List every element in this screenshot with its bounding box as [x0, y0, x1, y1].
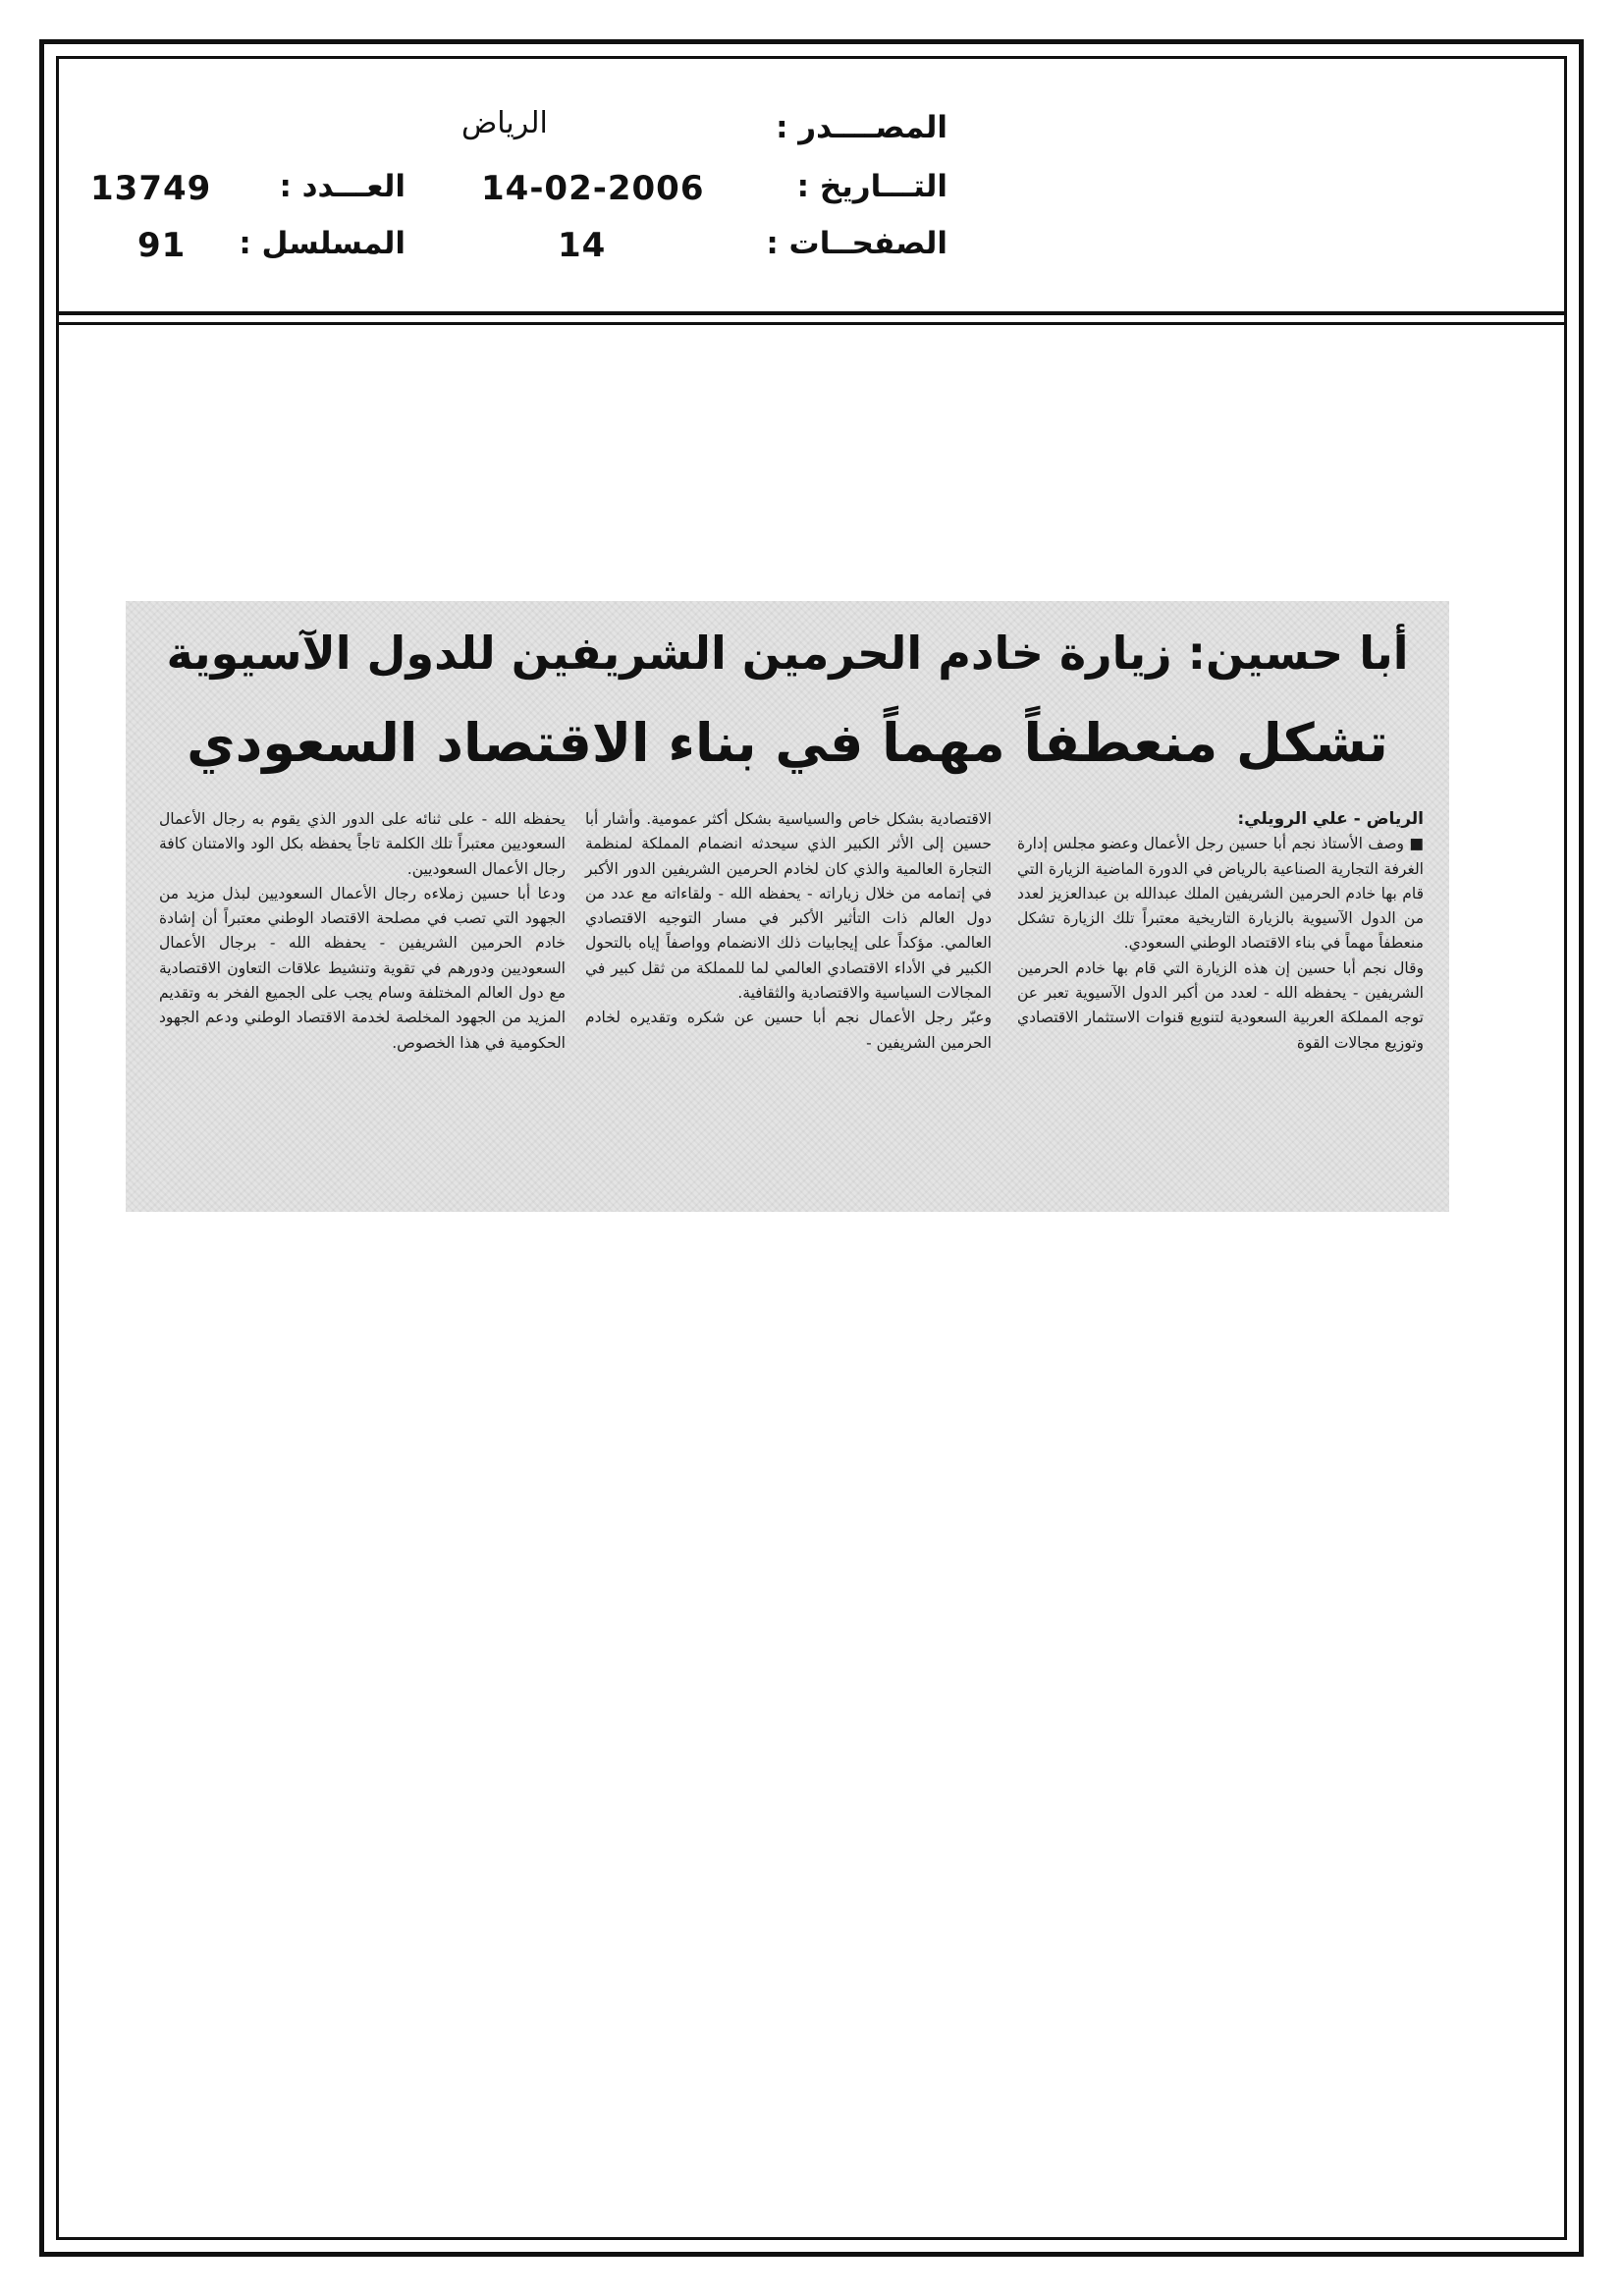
paragraph: وعبّر رجل الأعمال نجم أبا حسين عن شكره وتقديره لخادم الحرمين الشريفين -: [585, 1009, 992, 1052]
headline-line-1: أبا حسين: زيارة خادم الحرمين الشريفين للدول الآسيوية: [166, 627, 1409, 680]
pages-label: الصفحــات :: [766, 226, 947, 261]
headline-line-2: تشكل منعطفاً مهماً في بناء الاقتصاد السعودي: [187, 712, 1388, 774]
article-column-3: [159, 807, 566, 1056]
issue-value: 13749: [90, 169, 212, 208]
paragraph: الاقتصادية بشكل خاص والسياسية بشكل أكثر عمومية. وأشار أبا حسين إلى الأثر الكبير الذي سيحدثه انضمام المملكة لمنظمة التجارة العالمية والذي كان لخادم الحرمين الشريفين الدور الأكبر في إتمامه من خلال زياراته - يحفظه الله - ولقاءاته مع عدد من دول العالم ذات التأثير الأكبر في مسار التوجيه الاقتصادي العالمي. مؤكداً على إيجابيات ذلك الانضمام وواصفاً إياه بالتحول الكبير في الأداء الاقتصادي العالمي لما للمملكة من ثقل كبير في المجالات السياسية والاقتصادية والثقافية.: [585, 810, 992, 1003]
article-column-1: [1017, 807, 1424, 1056]
paragraph: يحفظه الله - على ثنائه على الدور الذي يقوم به رجال الأعمال السعوديين معتبراً تلك الكلمة تاجاً يحفظه بكل الود والامتنان كافة رجال الأعمال السعوديين.: [159, 810, 566, 878]
newspaper-clipping: [126, 601, 1449, 1212]
serial-label: المسلسل :: [239, 226, 406, 261]
date-label: التـــاريخ :: [796, 169, 947, 204]
issue-label: العـــدد :: [279, 169, 406, 204]
paragraph: ودعا أبا حسين زملاءه رجال الأعمال السعوديين لبذل مزيد من الجهود التي تصب في مصلحة الاقتصاد الوطني معتبراً أن إشادة خادم الحرمين الشريفين - يحفظه الله - برجال الأعمال السعوديين ودورهم في تقوية وتنشيط علاقات التعاون الاقتصادية مع دول العالم المختلفة وسام يجب على الجميع الفخر به وتقديم المزيد من الجهود المخلصة لخدمة الاقتصاد الوطني ودعم الجهود الحكومية في هذا الخصوص.: [159, 884, 566, 1052]
source-label: المصــــدر :: [776, 110, 947, 145]
header-divider-top: [56, 311, 1567, 315]
date-value: 14-02-2006: [481, 169, 705, 208]
byline: الرياض - علي الرويلي:: [1237, 809, 1424, 829]
paragraph: ■ وصف الأستاذ نجم أبا حسين رجل الأعمال وعضو مجلس إدارة الغرفة التجارية الصناعية بالرياض في الدورة الماضية الزيارة التي قام بها خادم الحرمين الشريفين الملك عبدالله بن عبدالعزيز لعدد من الدول الآسيوية بالزيارة التاريخية معتبراً تلك الزيارة تشكل منعطفاً مهماً في بناء الاقتصاد الوطني السعودي.: [1017, 835, 1424, 953]
pages-value: 14: [558, 226, 607, 265]
serial-value: 91: [137, 226, 187, 265]
paragraph: وقال نجم أبا حسين إن هذه الزيارة التي قام بها خادم الحرمين الشريفين - يحفظه الله - لعدد من أكبر الدول الآسيوية تعبر عن توجه المملكة العربية السعودية لتنويع قنوات الاستثمار الاقتصادي وتوزيع مجالات القوة: [1017, 958, 1424, 1052]
article-column-2: [585, 807, 992, 1056]
source-value: الرياض: [461, 106, 548, 140]
header-divider-bottom: [56, 322, 1567, 325]
